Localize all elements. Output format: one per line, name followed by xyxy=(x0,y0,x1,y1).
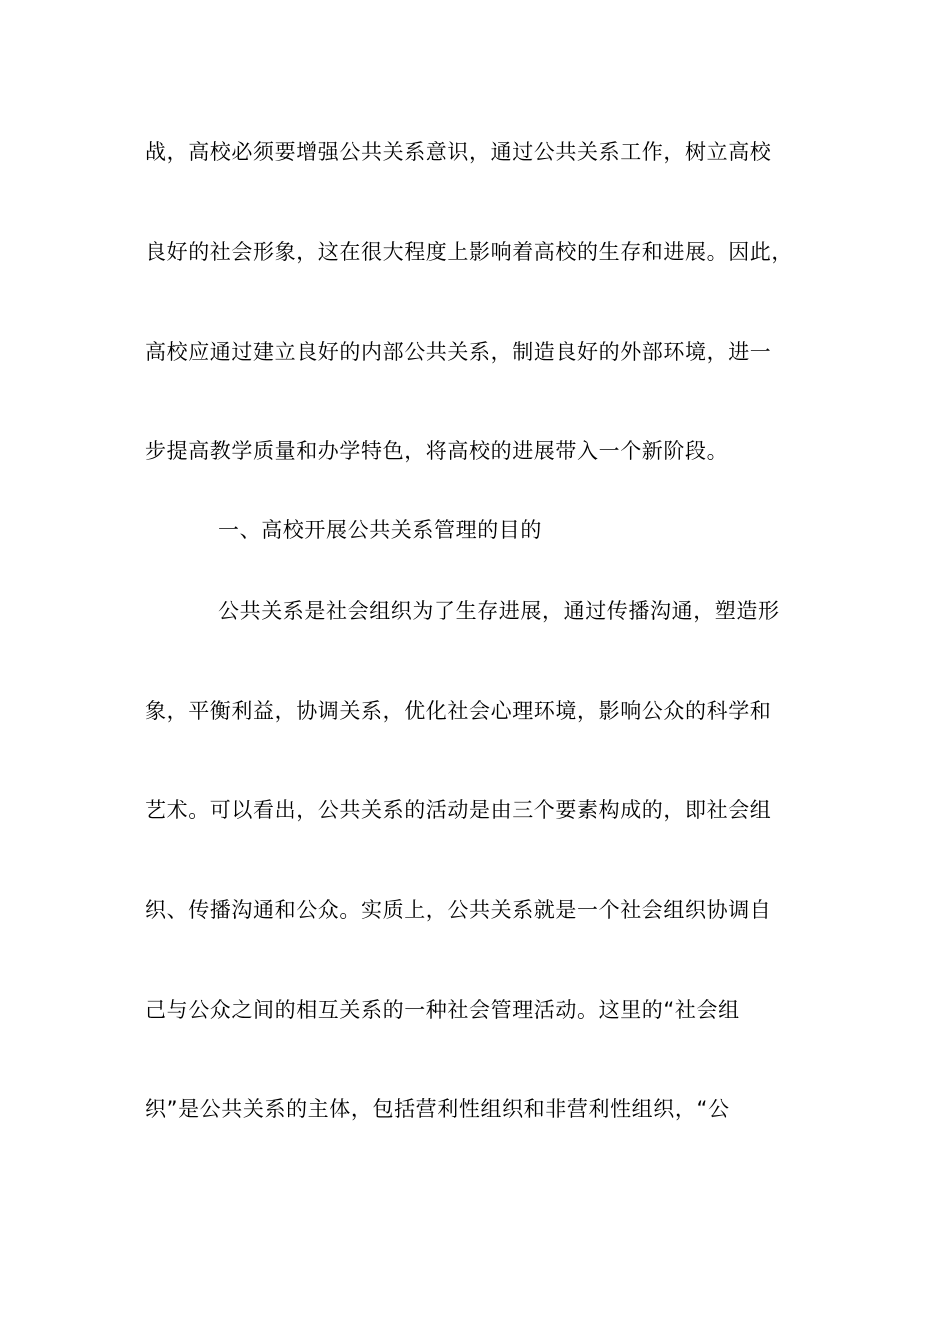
paragraph-line: 公共关系是社会组织为了生存进展，通过传播沟通，塑造形 xyxy=(218,599,780,623)
paragraph-line: 己与公众之间的相互关系的一种社会管理活动。这里的“社会组 xyxy=(145,998,740,1022)
paragraph-line: 步提高教学质量和办学特色，将高校的进展带入一个新阶段。 xyxy=(145,439,729,463)
paragraph-line: 良好的社会形象，这在很大程度上影响着高校的生存和进展。因此， xyxy=(145,240,793,264)
paragraph-line: 高校应通过建立良好的内部公共关系，制造良好的外部环境，进一 xyxy=(145,340,772,364)
paragraph-line: 战，高校必须要增强公共关系意识，通过公共关系工作，树立高校 xyxy=(145,140,772,164)
paragraph-line: 织、传播沟通和公众。实质上，公共关系就是一个社会组织协调自 xyxy=(145,898,772,922)
paragraph-line: 艺术。可以看出，公共关系的活动是由三个要素构成的，即社会组 xyxy=(145,798,772,822)
paragraph-line: 象，平衡利益，协调关系，优化社会心理环境，影响公众的科学和 xyxy=(145,699,772,723)
section-heading: 一、高校开展公共关系管理的目的 xyxy=(218,518,542,542)
paragraph-line: 织”是公共关系的主体，包括营利性组织和非营利性组织，“公 xyxy=(145,1097,730,1121)
